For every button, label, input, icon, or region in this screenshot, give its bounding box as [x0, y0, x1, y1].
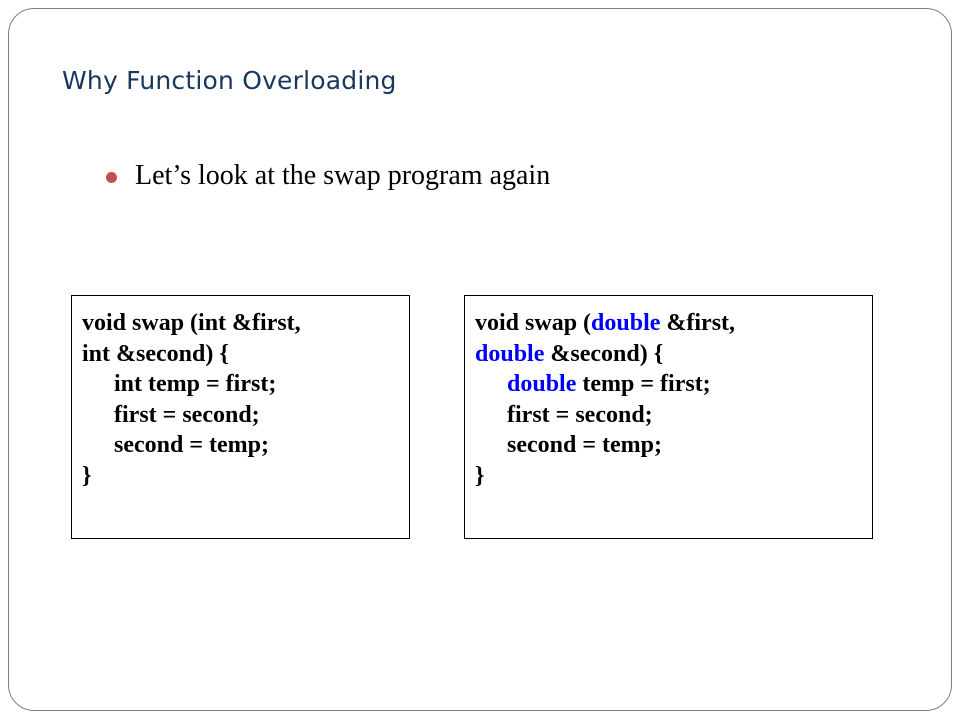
code-line	[82, 339, 409, 370]
code-line	[82, 430, 409, 461]
code-box-int-swap	[71, 295, 410, 539]
code-keyword-highlight: double	[475, 340, 545, 367]
code-keyword-highlight: double	[591, 310, 661, 336]
code-line	[475, 339, 872, 370]
code-text: void swap (	[475, 310, 592, 336]
code-line	[475, 308, 872, 339]
slide-title: Why Function Overloading	[62, 66, 397, 95]
code-text: first = second;	[114, 401, 260, 428]
code-text: &second) {	[544, 340, 664, 367]
code-text: }	[82, 462, 92, 489]
code-line	[82, 400, 409, 431]
code-text: second = temp;	[507, 432, 662, 458]
code-line	[475, 430, 872, 461]
code-text: int &second) {	[82, 340, 229, 367]
code-text: temp = first;	[576, 371, 711, 397]
code-line	[475, 461, 872, 492]
code-box-double-swap	[464, 295, 873, 539]
code-text: int temp = first;	[114, 371, 277, 397]
bullet-item	[106, 160, 550, 192]
code-text: &first,	[660, 310, 736, 336]
code-text: void swap (int &first,	[82, 310, 301, 336]
code-keyword-highlight: double	[507, 371, 577, 397]
bullet-text: Let’s look at the swap program again	[135, 160, 551, 191]
code-text: second = temp;	[114, 432, 269, 458]
code-line	[475, 369, 872, 400]
code-line	[82, 461, 409, 492]
code-text: first = second;	[507, 401, 653, 428]
code-text: }	[475, 462, 485, 489]
code-line	[82, 369, 409, 400]
code-line	[82, 308, 409, 339]
code-line	[475, 400, 872, 431]
bullet-dot-icon	[106, 172, 117, 183]
